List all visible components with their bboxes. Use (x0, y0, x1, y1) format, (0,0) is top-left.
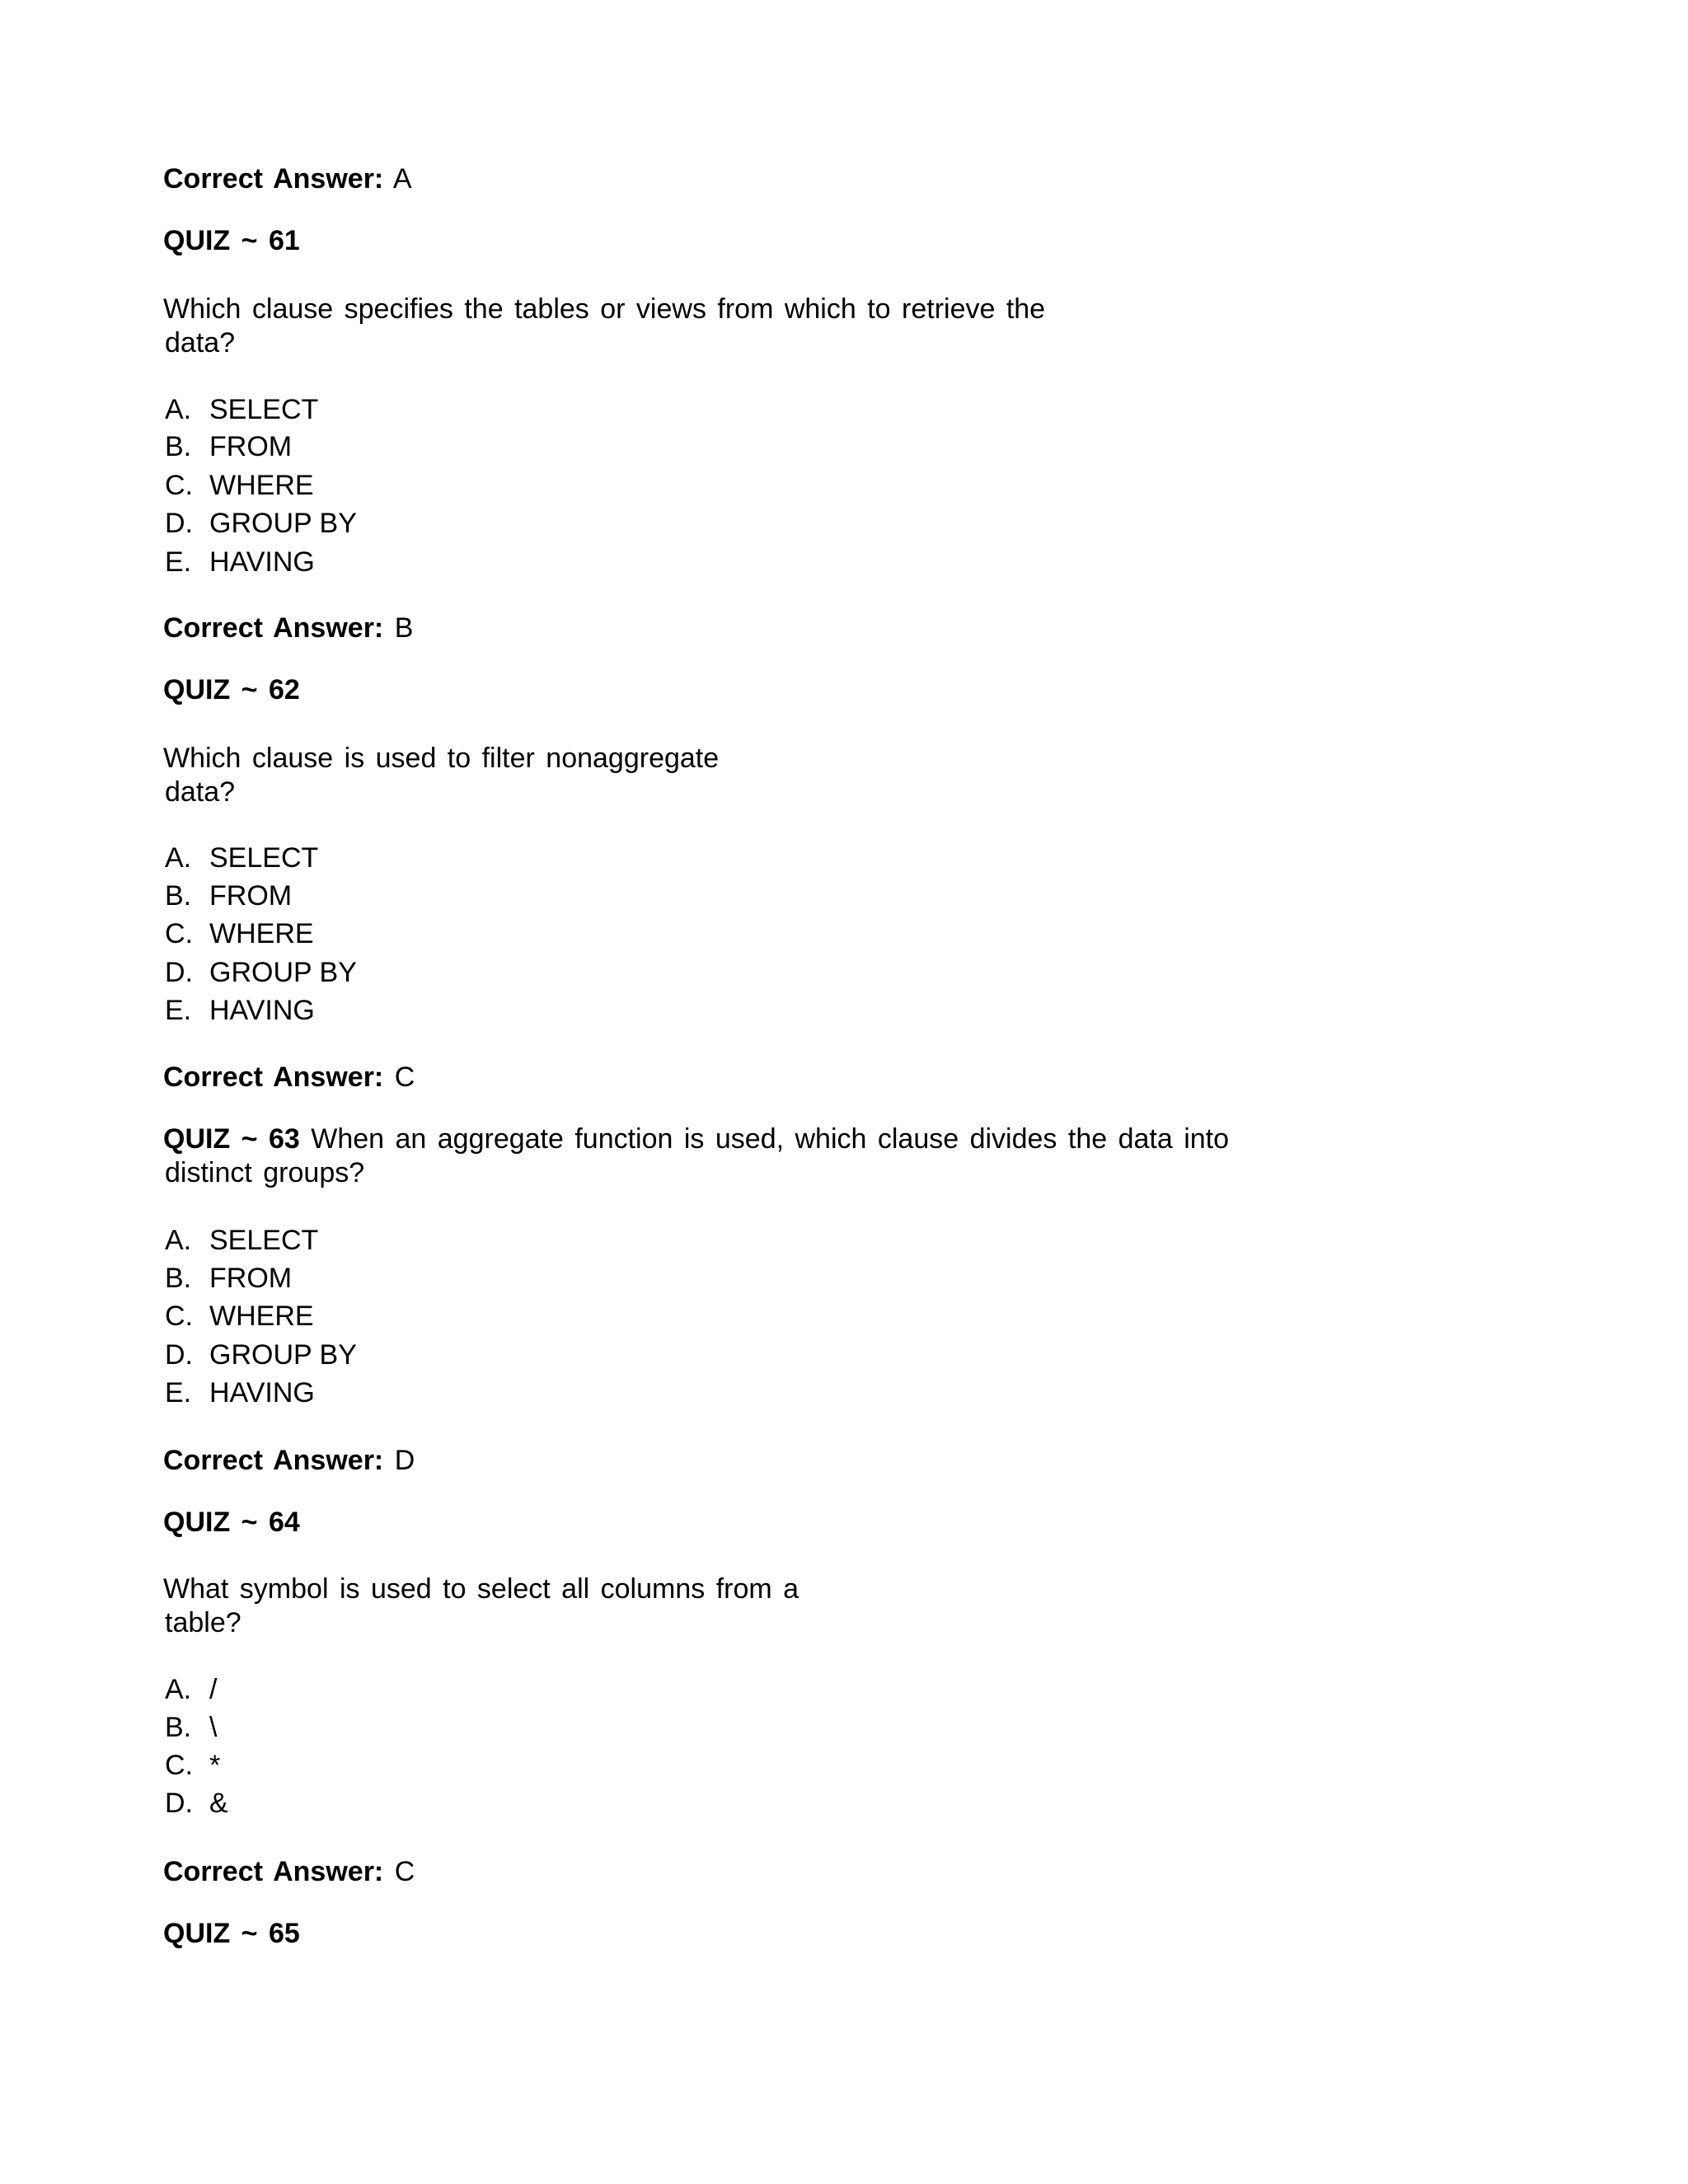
answer-option (165, 506, 357, 541)
option-text: WHERE (209, 470, 314, 501)
question-text: data? (165, 327, 236, 359)
option-text: GROUP BY (209, 508, 357, 539)
answer-option (165, 1376, 315, 1410)
answer-option (165, 916, 314, 951)
option-text: / (209, 1674, 218, 1705)
option-text: \ (209, 1712, 218, 1743)
option-letter: D. (165, 957, 193, 988)
correct-answer-value: D (394, 1445, 415, 1476)
option-letter: B. (165, 1712, 192, 1743)
question-text: data? (165, 776, 236, 808)
option-letter: D. (165, 508, 193, 539)
correct-answer-label: Correct Answer: (163, 1062, 384, 1093)
answer-option (165, 1672, 217, 1707)
correct-answer-line (163, 1443, 415, 1478)
option-letter: A. (165, 1674, 192, 1705)
option-text: FROM (209, 880, 293, 912)
option-text: & (209, 1788, 228, 1819)
option-letter: B. (165, 880, 192, 912)
quiz-heading: QUIZ ~ 63 (163, 1123, 300, 1155)
correct-answer-label: Correct Answer: (163, 1445, 384, 1476)
option-letter: E. (165, 546, 192, 578)
answer-option (165, 1261, 292, 1296)
correct-answer-value: B (394, 612, 414, 644)
option-letter: D. (165, 1339, 193, 1371)
answer-option (165, 429, 292, 464)
option-letter: A. (165, 394, 192, 425)
option-text: GROUP BY (209, 957, 357, 988)
option-letter: A. (165, 1225, 192, 1256)
quiz-heading: QUIZ ~ 64 (163, 1507, 300, 1538)
question-text: distinct groups? (165, 1157, 365, 1188)
quiz-heading-line (163, 1122, 1229, 1156)
question-text: What symbol is used to select all columns from a (163, 1573, 799, 1605)
correct-answer-value: C (394, 1062, 415, 1093)
option-letter: E. (165, 1377, 192, 1408)
option-text: HAVING (209, 546, 315, 578)
option-text: * (209, 1750, 221, 1781)
correct-answer-line (163, 611, 413, 645)
option-letter: C. (165, 470, 193, 501)
answer-option (165, 1786, 228, 1821)
answer-option (165, 468, 314, 503)
correct-answer-line (163, 1854, 415, 1889)
answer-option (165, 879, 292, 913)
correct-answer-value: A (392, 163, 412, 194)
option-text: GROUP BY (209, 1339, 357, 1371)
option-text: HAVING (209, 1377, 315, 1408)
answer-option (165, 545, 315, 579)
option-text: HAVING (209, 995, 315, 1026)
question-text: Which clause is used to filter nonaggregate (163, 743, 720, 774)
option-text: FROM (209, 431, 293, 462)
correct-answer-label: Correct Answer: (163, 163, 384, 194)
quiz-heading: QUIZ ~ 65 (163, 1918, 300, 1949)
answer-option (165, 1223, 318, 1258)
correct-answer-value: C (394, 1856, 415, 1887)
answer-option (165, 1338, 357, 1372)
option-letter: B. (165, 431, 192, 462)
option-text: FROM (209, 1263, 293, 1294)
option-letter: C. (165, 1301, 193, 1332)
option-letter: D. (165, 1788, 193, 1819)
quiz-heading: QUIZ ~ 62 (163, 674, 300, 705)
option-text: SELECT (209, 842, 319, 874)
option-letter: C. (165, 918, 193, 949)
question-text: Which clause specifies the tables or views from which to retrieve the (163, 293, 1046, 325)
answer-option (165, 993, 315, 1028)
correct-answer-line (163, 1060, 415, 1094)
correct-answer-label: Correct Answer: (163, 612, 384, 644)
option-text: WHERE (209, 1301, 314, 1332)
option-text: WHERE (209, 918, 314, 949)
correct-answer-line (163, 162, 412, 196)
answer-option (165, 1710, 217, 1745)
question-text: When an aggregate function is used, which clause divides the data into (311, 1123, 1230, 1155)
option-letter: B. (165, 1263, 192, 1294)
answer-option (165, 1299, 314, 1333)
correct-answer-label: Correct Answer: (163, 1856, 384, 1887)
answer-option (165, 392, 318, 427)
answer-option (165, 841, 318, 875)
answer-option (165, 1748, 220, 1783)
option-letter: C. (165, 1750, 193, 1781)
option-text: SELECT (209, 1225, 319, 1256)
option-letter: A. (165, 842, 192, 874)
question-text: table? (165, 1607, 241, 1638)
option-letter: E. (165, 995, 192, 1026)
option-text: SELECT (209, 394, 319, 425)
answer-option (165, 955, 357, 990)
quiz-heading: QUIZ ~ 61 (163, 225, 300, 256)
